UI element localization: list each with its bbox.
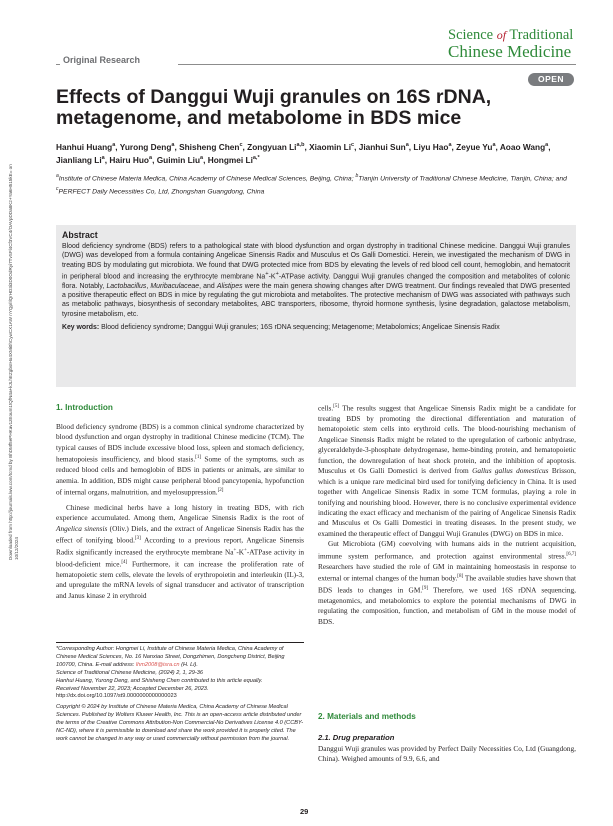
citation-link[interactable]: [6,7] <box>566 551 576 557</box>
author-affiliation-marker: a <box>171 142 175 148</box>
abstract-box <box>56 225 576 387</box>
citation-link[interactable]: [4] <box>121 560 128 566</box>
journal-logo-line2: Chinese Medicine <box>448 42 572 61</box>
author-affiliation-marker: a,b <box>296 142 305 148</box>
citation-link[interactable]: [2] <box>217 488 224 494</box>
author-affiliation-marker: a <box>149 155 153 162</box>
intro-paragraph-3: cells.[5] The results suggest that Angelicae Sinensis Radix might be a candidate for treating BDS by promoting the directional differentiation and maturation of hematopoietic stem cells into erythroid cells. The blood-nourishing mechanism of Angelicae Sinensis Radix might be related to the upregulation of carbonic anhydrase, glyceraldehyde-3-phosphate dehydrogenase, heme-binding protein, and hematopoietic function, the downregulation of heat shock protein, and the inhibition of apoptosis. Musculus et Os Galli Domestici is derived from Gallus gallus domesticus Brisson, which is a unique rare medicinal bird used for tonifying deficiency in China. It is used together with Angelicae Sinensis Radix in some TCM formulas, playing a role in tonifying and nourishing blood. However, there is no conclusive experimental evidence indicating the exact efficacy and mechanism of the pairing of Angelicae Sinensis Radix and Musculus et Os Galli Domestici in treating diseases. In the present study, we examined the therapeutic effect of Danggui Wuji Granules (DWG) on BDS in mice. <box>318 403 576 538</box>
citation-link[interactable]: [8] <box>457 574 464 580</box>
intro-paragraph-1: Blood deficiency syndrome (BDS) is a common clinical syndrome characterized by blood dysfunction and organ dystrophy in traditional Chinese medicine (TCM). The typical causes of BDS include excessive blood loss, spleen and stomach deficiency, hematopoiesis insufficiency, and blood stasis.[1] Some of the symptoms, such as reduced blood cells and hemoglobin of BDS in patients or animals, are similar to anemia. In addition, BDS might cause peripheral blood pancytopenia, hypofunction of internal organs, malnutrition, and myelosuppression.[2] <box>56 422 304 497</box>
left-column <box>56 422 304 601</box>
drug-preparation-text: Danggui Wuji granules was provided by Perfect Daily Necessities Co, Ltd (Guangdong, China). Weighed amounts of 9.9, 6.6, and <box>318 744 576 764</box>
author-name[interactable]: Jianhui Sun <box>358 141 406 152</box>
journal-logo-line1: Science of Traditional <box>448 27 574 43</box>
dates: Received November 22, 2023; Accepted December 26, 2023. <box>56 685 209 692</box>
keywords: Key words: Blood deficiency syndrome; Danggui Wuji granules; 16S rDNA sequencing; Metagenome; Metabolomics; Angelicae Sinensis Radix <box>62 324 500 332</box>
author-name[interactable]: Xiaomin Li <box>309 141 352 152</box>
author-name[interactable]: Jianliang Li <box>56 155 102 166</box>
citation-link[interactable]: [9] <box>422 585 428 591</box>
abstract-heading: Abstract <box>62 230 98 240</box>
author-affiliation-marker: a <box>200 155 204 162</box>
divider <box>56 642 304 643</box>
divider <box>56 64 60 65</box>
corresponding-author: *Corresponding Author: Hongmei Li, Institute of Chinese Materia Medica, China Academy of Chinese Medical Sciences, No. 16 Nanxiao Street, Dongzhimen, Dongcheng District, Beijing 100700, China. E-mail address: lhm2008@isra.cn (H. Li). <box>56 646 285 668</box>
author-affiliation-marker: a <box>405 142 409 148</box>
author-affiliation-marker: a <box>448 142 452 148</box>
divider <box>178 64 576 65</box>
methods-heading: 2. Materials and methods <box>318 712 416 721</box>
author-affiliation-marker: c <box>351 142 355 148</box>
author-affiliation-marker: a <box>112 142 116 148</box>
author-list: Hanhui Huang$^a$, Yurong Deng$^a$, Shisheng Chen$^c$, Zongyuan Li$^{a,b}$, Xiaomin Li$^c$, Jianhui Sun$^a$, Liyu Hao$^a$, Zeyue Yu$^a$, Aoao Wang$^a$, Jianliang Li$^a$, Hairu Huo$^a$, Guimin Liu$^a$, Hongmei $Li^{a,*}$ <box>56 141 551 166</box>
intro-paragraph-2: Chinese medicinal herbs have a long history in treating BDS, with rich experience accumulated. Among them, Angelicae Sinensis Radix is the root of Angelica sinensis (Oliv.) Diels, and the extract of Angelicae Sinensis Radix has the effect of tonifying blood.[3] According to a previous report, Angelicae Sinensis Radix significantly increased the erythrocyte membrane Na+-K+-ATPase activity in blood-deficient mice.[4] Furthermore, it can increase the proliferation rate of hematopoietic stem cells, elevate the levels of erythropoietin and interleukin (IL)-3, and upregulate the mRNA levels of signal transducer and activator of transcription and Janus kinase 2 in erythroid <box>56 503 305 600</box>
author-name[interactable]: Zongyuan Li <box>247 141 297 152</box>
author-affiliation-marker: a <box>101 155 105 162</box>
author-affiliation-marker: a,* <box>252 155 260 162</box>
abstract-text: Blood deficiency syndrome (BDS) refers to a pathological state with blood dysfunction and organ dystrophy in traditional Chinese medicine. Danggui Wuji granules (DWG) was developed from a formula containing Angelicae Sinensis Radix and Musculus et Os Galli Domestici. Herein, we investigated the mechanism of DWG in treating BDS by modulating gut microbiota. We found that DWG protected mice from BDS by elevating the levels of red blood cell count, hemoglobin, and hematocrit in peripheral blood and increasing the erythrocyte membrane Na+-K+-ATPase activity. Danggui Wuji granules changed the composition and metabolites of colonic flora. Notably, Lactobacillus, Muribaculaceae, and Alistipes were the main genera showing changes after DWG treatment. Our findings revealed that DWG presented a positive therapeutic effect on BDS in mice by regulating the gut microbiota and metabolites. The protective mechanism of DWG was associated with pathways such as metabolic pathways, biosynthesis of secondary metabolites, ABC transporters, ribosome, thyroid hormone synthesis, lysine degradation, galactose metabolism, tyrosine metabolism, etc. <box>62 243 571 318</box>
article-title: Effects of Danggui Wuji granules on 16S rDNA, metagenome, and metabolome in BDS mice <box>56 86 492 129</box>
author-name[interactable]: Zeyue Yu <box>456 141 493 152</box>
citation-link[interactable]: [3] <box>134 536 141 542</box>
intro-heading: 1. Introduction <box>56 403 113 412</box>
author-name[interactable]: Hairu Huo <box>109 155 149 166</box>
author-name[interactable]: Yurong Deng <box>119 141 172 152</box>
citation-link[interactable]: [5] <box>333 404 340 409</box>
copyright: Copyright © 2024 by Institute of Chinese Materia Medica, China Academy of Chinese Medical Sciences. Published by Wolters Kluwer Health, Inc. This is an open-access article distributed under the terms of the Creative Commons Attribution-Non Commercial-No Derivatives License 4.0 (CCBY-NC-ND), where it is permissible to download and share the work provided it is properly cited. The work cannot be changed in any way or used commercially without permission from the journal. <box>56 704 304 742</box>
section-label: Original Research <box>63 55 141 65</box>
author-name[interactable]: Liyu Hao <box>413 141 449 152</box>
citation-link[interactable]: [1] <box>195 455 202 461</box>
section-label-bar <box>56 54 576 67</box>
right-column <box>318 402 576 627</box>
author-name[interactable]: Guimin Liu <box>156 155 201 166</box>
doi-link[interactable]: http://dx.doi.org/10.1097/st9.0000000000000023 <box>56 693 177 700</box>
page-number: 29 <box>300 807 309 816</box>
author-name[interactable]: Hanhui Huang <box>56 141 113 152</box>
affiliations: $^a$Institute of Chinese Materia Medica, China Academy of Chinese Medical Sciences, Beijing, China; $^b$Tianjin University of Traditional Chinese Medicine, Tianjin, China; and $^c$PERFECT Daily Necessities Co, Ltd, Zhongshan Guangdong, China <box>56 173 567 196</box>
author-name[interactable]: Shisheng Chen <box>179 141 240 152</box>
footnote-block <box>56 642 304 744</box>
email-link[interactable]: lhm2008@isra.cn <box>135 661 180 668</box>
author-affiliation-marker: a <box>545 142 549 148</box>
drug-preparation-heading: 2.1. Drug preparation <box>318 733 395 742</box>
author-affiliation-marker: c <box>239 142 243 148</box>
author-name[interactable]: Hongmei Li <box>207 155 253 166</box>
author-name[interactable]: Aoao Wang <box>499 141 546 152</box>
download-watermark: Downloaded from http://journals.lww.com/tcmd by BhDMf5ePHKav1zEoum1tQfN4a+kJLhEZgbsIHo4XMi0hCywCX1AW nYQp/IlQrHD3i3D0OdRyi7TvSFl4Cf3VC4/OAVpDDa8K2+Ya6H515kE= on 10/12/2024 <box>8 164 19 560</box>
equal-contribution: Hanhui Huang, Yurong Deng, and Shisheng Chen contributed to this article equally. <box>56 677 263 684</box>
intro-paragraph-4: Gut Microbiota (GM) coevolving with humans aids in the nutrient acquisition, immune system performance, and protection against environmental stress.[6,7] Researchers have studied the role of GM in maintaining homeostasis in response to external or internal changes of the human body.[8] The available studies have shown that BDS leads to changes in GM.[9] Therefore, we used 16S rDNA sequencing, metagenomics, and metabolomics to explore the potential mechanisms of DWG in regulating the composition, function, and metabolism of GM in the mouse model of BDS. <box>318 539 577 626</box>
open-access-badge: OPEN <box>528 73 574 86</box>
journal-citation: Science of Traditional Chinese Medicine, (2024) 2, 1, 29-36 <box>56 669 203 676</box>
author-affiliation-marker: a <box>492 142 496 148</box>
